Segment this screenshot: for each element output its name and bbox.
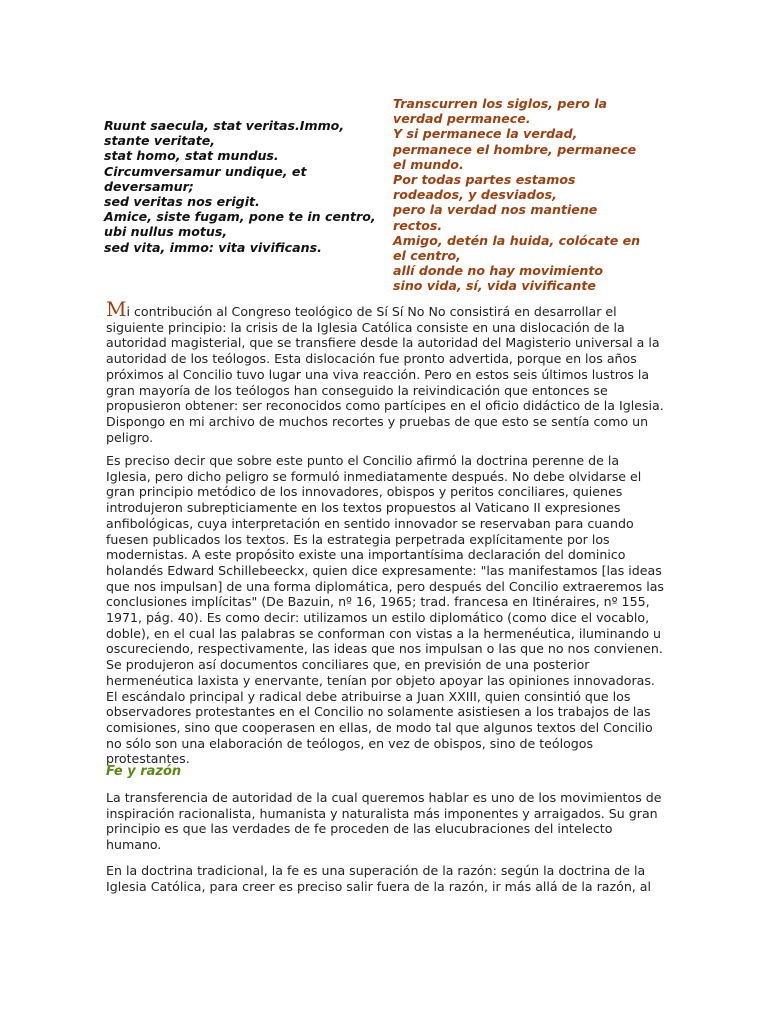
spanish-verse-line: sino vida, sí, vida vivificante bbox=[393, 278, 596, 294]
spanish-verse-line: permanece el hombre, permanece el mundo. bbox=[393, 141, 637, 172]
latin-verse-line: Ruunt saecula, stat veritas.Immo, stante veritate, bbox=[104, 118, 345, 149]
spanish-verse-line: Y si permanece la verdad, bbox=[393, 126, 578, 142]
doctrine-paragraph: En la doctrina tradicional, la fe es una superación de la razón: según la doctrina de la Iglesia Católica, para creer es preciso salir fuera de la razón, ir más allá de la razón, al bbox=[106, 863, 652, 894]
intro-paragraph-text: i contribución al Congreso teológico de Sí Sí No No consistirá en desarrollar el siguiente principio: la crisis de la Iglesia Católica consiste en una dislocación de la autoridad magisterial, que se transfiere desde la autoridad del Magisterio universal a la autoridad de los teólogos. Esta dislocación fue pronto advertida, porque en los años próximos al Concilio tuvo lugar una viva reacción. Pero en estos seis últimos lustros la gran mayoría de los teólogos han conseguido la reivindicación que entonces se propusieron obtener: ser reconocidos como partícipes en el oficio didáctico de la Iglesia. Dispongo en mi archivo de muchos recortes y pruebas de que esto se sentía como un peligro. bbox=[106, 304, 664, 445]
latin-verse bbox=[104, 118, 394, 255]
spanish-verse-line: Por todas partes estamos rodeados, y desviados, bbox=[393, 172, 576, 203]
latin-verse-line: stat homo, stat mundus. bbox=[104, 148, 279, 164]
council-paragraph: Es preciso decir que sobre este punto el Concilio afirmó la doctrina perenne de la Iglesia, pero dicho peligro se formuló inmediatamente después. No debe olvidarse el gran principio metódico de los innovadores, obispos y peritos conciliares, quienes introdujeron subrepticiamente en los textos propuestos al Vaticano II expresiones anfibológicas, cuya interpretación en sentido innovador se reservaban para cuando fuesen publicados los textos. Es la estrategia perpetrada explícitamente por los modernistas. A este propósito existe una importantísima declaración del dominico holandés Edward Schillebeeckx, quien dice expresamente: "las manifestamos [las ideas que nos impulsan] de una forma diplomática, pero después del Concilio extraeremos las conclusiones implícitas" (De Bazuin, nº 16, 1965; trad. francesa en Itinéraires, nº 155, 1971, pág. 40). Es como decir: utilizamos un estilo diplomático (como dice el vocablo, doble), en el cual las palabras se conforman con vistas a la hermenéutica, iluminando u oscureciendo, respectivamente, las ideas que nos impulsan o las que no nos convienen. Se produjeron así documentos conciliares que, en previsión de una posterior hermenéutica laxista y enervante, tenían por objeto apoyar las opiniones innovadoras. El escándalo principal y radical debe atribuirse a Juan XXIII, quien consintió que los observadores protestantes en el Concilio no solamente asistiesen a los trabajos de las comisiones, sino que cooperasen en ellas, de modo tal que algunos textos del Concilio no sólo son una elaboración de teólogos, en vez de obispos, sino de teólogos protestantes. bbox=[106, 453, 664, 767]
intro-paragraph bbox=[106, 297, 666, 445]
latin-verse-line: sed vita, immo: vita vivificans. bbox=[104, 239, 322, 255]
transfer-paragraph: La transferencia de autoridad de la cual queremos hablar es uno de los movimientos de inspiración racionalista, humanista y naturalista más imponentes y arraigados. Su gran principio es que las verdades de fe proceden de las elucubraciones del intelecto humano. bbox=[106, 790, 662, 853]
latin-verse-line: Amice, siste fugam, pone te in centro, ubi nullus motus, bbox=[104, 209, 376, 240]
section-heading: Fe y razón bbox=[106, 764, 182, 779]
spanish-verse-line: pero la verdad nos mantiene rectos. bbox=[393, 202, 598, 233]
latin-verse-line: sed veritas nos erigit. bbox=[104, 194, 260, 210]
spanish-translation-verse bbox=[393, 96, 643, 294]
spanish-verse-line: Transcurren los siglos, pero la verdad permanece. bbox=[393, 96, 608, 127]
latin-verse-line: Circumversamur undique, et deversamur; bbox=[104, 163, 307, 194]
spanish-verse-line: Amigo, detén la huida, colócate en el centro, bbox=[393, 232, 641, 264]
drop-cap: M bbox=[106, 297, 127, 321]
spanish-verse-line: allí donde no hay movimiento bbox=[393, 263, 603, 279]
